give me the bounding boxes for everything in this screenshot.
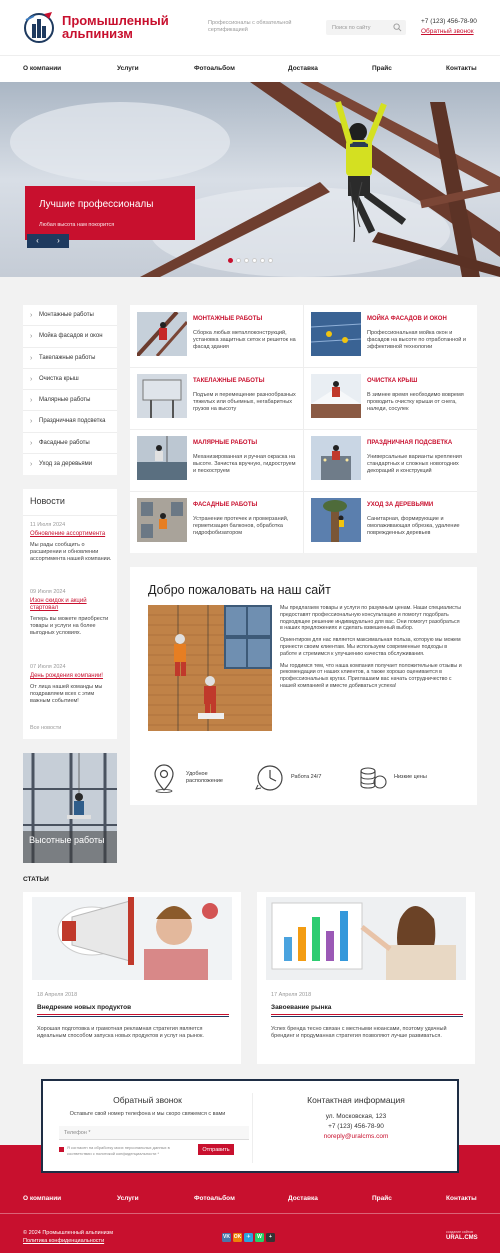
callback-link[interactable]: Обратный звонок <box>421 28 474 35</box>
slider-dot[interactable] <box>252 258 257 263</box>
site-header <box>0 0 500 55</box>
news-item <box>30 522 112 563</box>
nav-item-delivery[interactable]: Доставка <box>288 65 318 72</box>
chevron-right-icon: › <box>30 312 33 319</box>
service-title: ПРАЗДНИЧНАЯ ПОДСВЕТКА <box>367 440 453 446</box>
search-box <box>326 20 406 35</box>
footer-nav-about[interactable]: О компании <box>23 1195 62 1202</box>
sidebar-item-facade-washing[interactable] <box>23 326 117 347</box>
phone-input[interactable] <box>59 1126 249 1140</box>
news-block <box>23 489 117 739</box>
service-card-facade-washing[interactable] <box>304 305 476 366</box>
developer-caption: создание сайтов <box>446 1230 474 1234</box>
ok-icon[interactable]: OK <box>233 1234 242 1240</box>
copyright: © 2024 Промышленный альпинизм <box>23 1230 114 1236</box>
service-photo <box>137 374 187 418</box>
service-photo <box>311 374 361 418</box>
sidebar-item-label: Такелажные работы <box>39 354 96 361</box>
whatsapp-icon[interactable]: W <box>255 1233 264 1242</box>
search-icon[interactable] <box>393 23 402 32</box>
service-photo <box>311 312 361 356</box>
article-title[interactable]: Внедрение новых продуктов <box>37 1004 132 1011</box>
nav-item-about[interactable]: О компании <box>23 65 62 72</box>
news-link[interactable]: Обновление ассортимента <box>30 531 106 537</box>
chevron-right-icon: › <box>30 333 33 341</box>
news-date: 11 Июля 2024 <box>30 522 66 528</box>
divider <box>23 515 117 516</box>
service-desc: В зимнее время необходимо вовремя проводить очистку крыши от снега, наледи, сосулек <box>367 392 464 412</box>
hero-subtitle: Любая высота нам покорится <box>39 222 115 228</box>
news-link[interactable]: День рождения компании! <box>30 673 103 679</box>
welcome-paragraph: Мы гордимся тем, что наша компания получает положительные отзывы и рекомендации от наших клиентов, а также хорошо оценивается в профессиональных кругах. Приглашаем вас начать сотрудничество с нашей компанией и вместе добиваться успеха! <box>280 662 462 689</box>
welcome-paragraph: Ориентиром для нас является максимальная польза, которую мы можем принести своим клиентам. Мы используем современные подходы в работе и стремимся к улучшению качества обслуживания. <box>280 637 461 657</box>
location-pin-icon <box>152 763 176 793</box>
consent-checkbox[interactable] <box>59 1147 64 1152</box>
sidebar-item-montage[interactable] <box>23 305 117 326</box>
footer-nav-services[interactable]: Услуги <box>117 1195 139 1202</box>
sidebar-item-tree-care[interactable] <box>23 454 117 475</box>
main-nav <box>0 55 500 82</box>
service-photo <box>137 498 187 542</box>
logo-line-2: альпинизм <box>62 26 133 41</box>
article-photo <box>266 897 466 980</box>
feature-label: Работа 24/7 <box>291 774 322 780</box>
service-desc: Универсальные варианты крепления стандартных и сложных новогодних декораций и конструкций <box>367 454 462 474</box>
feature-low-prices <box>358 763 458 793</box>
article-card[interactable] <box>257 892 475 1064</box>
contact-box <box>41 1079 459 1173</box>
vk-icon[interactable]: VK <box>223 1234 230 1240</box>
chevron-right-icon: › <box>30 461 33 469</box>
service-photo <box>137 436 187 480</box>
consent-text: Я согласен на обработку моих персональных данных в соответствии с политикой конфиденциальности * <box>67 1145 170 1156</box>
hero-title: Лучшие профессионалы <box>39 199 154 210</box>
header-slogan: Профессионалы с обязательной сертификацией <box>208 20 292 33</box>
sidebar-item-lighting[interactable] <box>23 411 117 432</box>
slider-dot[interactable] <box>228 258 233 263</box>
news-text: Мы рады сообщить о расширении и обновлении ассортимента нашей компании. <box>30 542 112 562</box>
service-card-montage[interactable] <box>130 305 302 366</box>
sidebar-item-label: Фасадные работы <box>39 439 90 446</box>
privacy-policy-link[interactable]: Политика конфиденциальности <box>23 1238 105 1244</box>
promo-banner[interactable] <box>23 753 117 863</box>
submit-button[interactable]: Отправить <box>198 1144 234 1155</box>
footer-nav-photoalbum[interactable]: Фотоальбом <box>194 1195 235 1202</box>
service-photo <box>311 498 361 542</box>
search-input[interactable] <box>326 20 392 35</box>
service-desc: Профессиональная мойка окон и фасадов на высоте по отработанной и эффективной технологии <box>367 330 466 350</box>
promo-label: Высотные работы <box>23 831 117 863</box>
contacts-title: Контактная информация <box>307 1095 405 1105</box>
feature-24-7 <box>255 763 345 793</box>
sidebar-item-label: Мойка фасадов и окон <box>39 333 103 340</box>
footer-nav-price[interactable]: Прайс <box>372 1195 392 1202</box>
article-title[interactable]: Завоевание рынка <box>271 1004 332 1011</box>
feature-label: Удобное расположение <box>186 771 223 784</box>
chevron-right-icon: › <box>30 354 33 362</box>
service-title: МАЛЯРНЫЕ РАБОТЫ <box>193 440 258 446</box>
articles-heading: СТАТЬИ <box>23 876 49 883</box>
news-date: 07 Июля 2024 <box>30 664 66 670</box>
contact-email[interactable]: noreply@uralcms.com <box>323 1133 389 1140</box>
service-title: ФАСАДНЫЕ РАБОТЫ <box>193 502 258 508</box>
article-date: 18 Апреля 2018 <box>37 992 78 998</box>
hero-photo <box>0 82 500 277</box>
news-item <box>30 664 112 705</box>
article-text: Успех бренда тесно связан с местными нюансами, поэтому удачный брендинг и продуманная стратегия позволяют лучше развиваться. <box>271 1026 447 1039</box>
service-title: УХОД ЗА ДЕРЕВЬЯМИ <box>367 502 434 508</box>
news-link[interactable]: Изон скидок и акций стартовал <box>30 598 87 611</box>
telegram-icon[interactable]: ✈ <box>244 1233 253 1242</box>
service-card-painting[interactable] <box>130 429 302 490</box>
welcome-paragraph: Мы предлагаем товары и услуги по разумным ценам. Наши специалисты предоставят профессиональную консультацию и помогут подобрать подходящее решение индивидуально для вас. Они помогут разобраться в наших предложениях и сделать взвешенный выбор. <box>280 605 462 632</box>
clock-24-icon <box>255 763 285 793</box>
service-title: МОЙКА ФАСАДОВ И ОКОН <box>367 316 447 322</box>
callback-title: Обратный звонок <box>113 1095 182 1105</box>
service-card-rigging[interactable] <box>130 367 302 428</box>
chevron-right-icon: › <box>30 439 33 447</box>
divider <box>37 1014 229 1015</box>
welcome-title: Добро пожаловать на наш сайт <box>148 583 331 597</box>
service-desc: Сборка любых металлоконструкций, установка защитных сеток и решеток на фасад здания <box>193 330 296 350</box>
service-card-tree-care[interactable] <box>304 491 476 552</box>
feature-location <box>152 763 242 793</box>
footer-nav-contacts[interactable]: Контакты <box>446 1195 477 1202</box>
article-date: 17 Апреля 2018 <box>271 992 312 998</box>
article-text: Хорошая подготовка и грамотная рекламная стратегия является идеальным способом запуска новых продуктов и услуг на рынок. <box>37 1026 204 1039</box>
divider <box>37 1016 229 1017</box>
hero-slider <box>0 82 500 277</box>
nav-item-photoalbum[interactable]: Фотоальбом <box>194 65 235 72</box>
sidebar-item-label: Праздничная подсветка <box>39 418 106 425</box>
service-title: ОЧИСТКА КРЫШ <box>367 378 418 384</box>
developer-logo[interactable]: URAL.CMS <box>446 1235 478 1241</box>
welcome-section <box>130 567 477 805</box>
sidebar-item-label: Монтажные работы <box>39 312 94 318</box>
sidebar-item-rigging[interactable] <box>23 348 117 369</box>
divider <box>271 1014 463 1015</box>
article-photo <box>32 897 232 980</box>
logo-text[interactable] <box>62 14 169 40</box>
news-text: Теперь вы можете приобрести товары и услуги на более выгодных условиях. <box>30 616 109 636</box>
service-card-roof-cleaning[interactable] <box>304 367 476 428</box>
services-grid <box>130 305 477 553</box>
service-desc: Подъем и перемещение разнообразных тяжелых или объемных, негабаритных грузов на высоту <box>193 392 296 412</box>
service-desc: Механизированная и ручная окраска на высоте. Зачистка вручную, гидроструем и пескоструем <box>193 454 296 474</box>
slider-dot[interactable] <box>244 258 249 263</box>
contact-phone[interactable]: +7 (123) 456-78-90 <box>328 1123 384 1130</box>
chevron-right-icon: › <box>30 418 33 426</box>
coins-icon <box>358 763 388 793</box>
welcome-text <box>280 605 462 695</box>
feature-label: Низкие цены <box>394 774 427 780</box>
plus-icon[interactable]: + <box>266 1233 275 1242</box>
slider-dot[interactable] <box>260 258 265 263</box>
hero-next-button[interactable]: › <box>57 236 60 245</box>
sidebar-item-roof-cleaning[interactable] <box>23 369 117 390</box>
service-desc: Санитарная, формирующие и омолаживающая обрезка, удаление поврежденных деревьев <box>367 516 460 536</box>
service-title: МОНТАЖНЫЕ РАБОТЫ <box>193 316 263 322</box>
service-card-lighting[interactable] <box>304 429 476 490</box>
nav-item-services[interactable]: Услуги <box>117 65 139 72</box>
service-card-facade-works[interactable] <box>130 491 302 552</box>
logo-line-1: Промышленный <box>62 13 169 28</box>
slider-dot[interactable] <box>268 258 273 263</box>
divider <box>271 1016 463 1017</box>
sidebar-item-label: Очистка крыш <box>39 375 79 382</box>
sidebar-item-label: Уход за деревьями <box>39 461 93 468</box>
sidebar-item-facade-works[interactable] <box>23 433 117 454</box>
service-title: ТАКЕЛАЖНЫЕ РАБОТЫ <box>193 378 265 384</box>
service-desc: Устранение протечек и промерзаний, герметизация балконов, обработка гидрофобизатором <box>193 516 289 536</box>
logo-icon[interactable] <box>22 10 56 44</box>
all-news-link[interactable]: Все новости <box>30 725 62 731</box>
header-phone[interactable]: +7 (123) 456-78-90 <box>421 18 477 25</box>
chevron-right-icon: › <box>30 375 33 383</box>
chevron-right-icon: › <box>30 397 33 405</box>
hero-caption <box>25 186 195 240</box>
news-date: 09 Июля 2024 <box>30 589 66 595</box>
service-photo <box>137 312 187 356</box>
nav-item-contacts[interactable]: Контакты <box>446 65 477 72</box>
divider <box>0 1213 500 1214</box>
footer-nav-delivery[interactable]: Доставка <box>288 1195 318 1202</box>
sidebar-item-painting[interactable] <box>23 390 117 411</box>
sidebar-menu <box>23 305 117 475</box>
welcome-photo <box>148 605 272 731</box>
slider-dot[interactable] <box>236 258 241 263</box>
news-text: От лица нашей команды мы поздравляем всех с этим важным событием! <box>30 684 103 704</box>
contact-address: ул. Московская, 123 <box>325 1113 387 1120</box>
hero-prev-button[interactable]: ‹ <box>36 236 39 245</box>
service-photo <box>311 436 361 480</box>
article-card[interactable] <box>23 892 241 1064</box>
nav-item-price[interactable]: Прайс <box>372 65 392 72</box>
hero-arrows <box>27 234 69 248</box>
sidebar-item-label: Малярные работы <box>39 397 91 404</box>
news-item <box>30 589 112 637</box>
news-title: Новости <box>30 496 65 506</box>
callback-subtitle: Оставьте свой номер телефона и мы скоро свяжемся с вами <box>69 1111 226 1117</box>
